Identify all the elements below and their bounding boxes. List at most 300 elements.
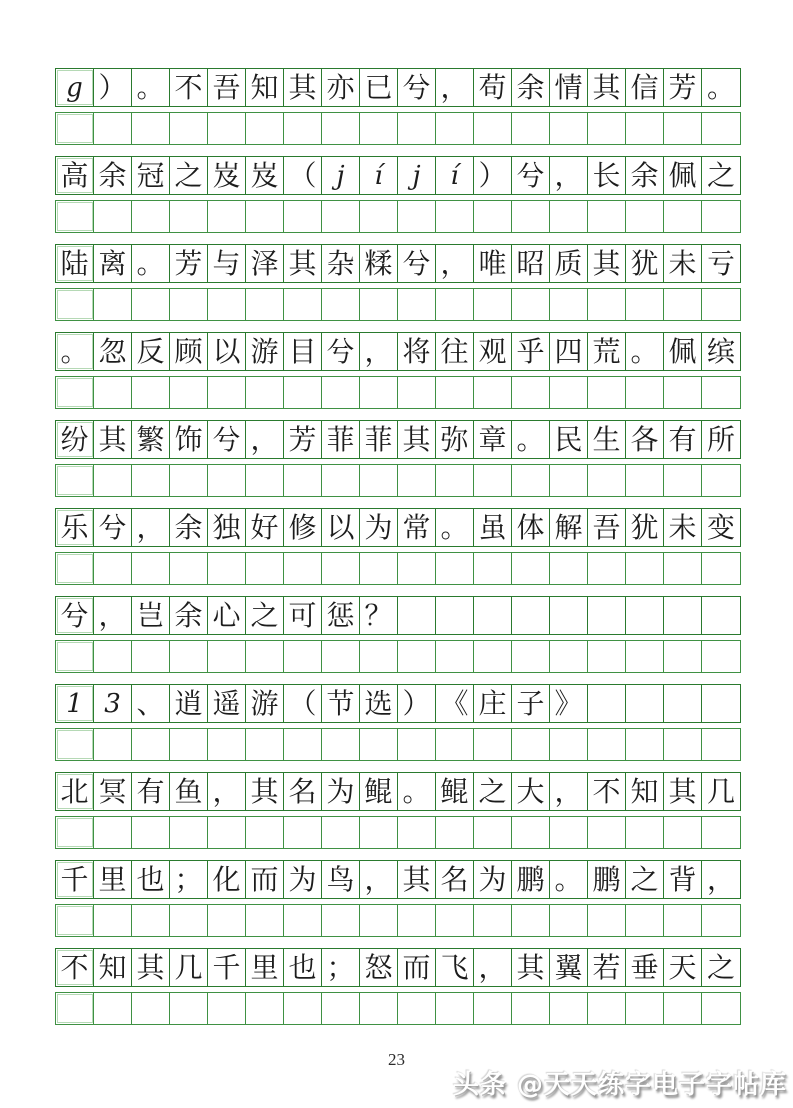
empty-cell	[360, 729, 398, 760]
character: 心	[212, 598, 241, 632]
empty-cell	[512, 641, 550, 672]
character: 唯	[478, 246, 507, 280]
grid-cell	[94, 157, 132, 194]
empty-cell	[94, 465, 132, 496]
character: 解	[554, 510, 583, 544]
empty-cell	[398, 817, 436, 848]
character: 冥	[98, 774, 127, 808]
grid-cell	[94, 949, 132, 986]
character: 。	[136, 70, 165, 104]
text-row	[55, 948, 741, 987]
empty-cell	[284, 553, 322, 584]
empty-cell	[702, 729, 740, 760]
character: 知	[250, 70, 279, 104]
character: 余	[98, 158, 127, 192]
character: 吾	[212, 70, 241, 104]
grid-cell	[170, 157, 208, 194]
empty-cell	[94, 289, 132, 320]
grid-cell	[170, 69, 208, 106]
character: 为	[288, 862, 317, 896]
grid-cell	[702, 685, 740, 722]
grid-cell	[170, 949, 208, 986]
grid-cell	[626, 245, 664, 282]
grid-cell	[398, 245, 436, 282]
grid-cell	[588, 157, 626, 194]
empty-cell	[322, 817, 360, 848]
grid-cell	[664, 157, 702, 194]
grid-cell	[322, 333, 360, 370]
character: 常	[402, 510, 431, 544]
grid-cell	[322, 245, 360, 282]
empty-practice-row	[55, 464, 741, 497]
character: 其	[288, 246, 317, 280]
empty-cell	[398, 553, 436, 584]
empty-cell	[170, 553, 208, 584]
character: 鸟	[326, 862, 355, 896]
character: 将	[402, 334, 431, 368]
character: 独	[212, 510, 241, 544]
grid-cell	[398, 685, 436, 722]
empty-cell	[474, 993, 512, 1024]
grid-cell	[360, 773, 398, 810]
empty-cell	[56, 993, 94, 1024]
grid-cell	[588, 333, 626, 370]
grid-cell	[132, 773, 170, 810]
grid-cell	[170, 685, 208, 722]
empty-cell	[436, 641, 474, 672]
grid-cell	[322, 421, 360, 458]
empty-cell	[474, 113, 512, 144]
empty-cell	[208, 905, 246, 936]
character: 有	[136, 774, 165, 808]
empty-cell	[626, 641, 664, 672]
grid-cell	[360, 333, 398, 370]
empty-cell	[170, 289, 208, 320]
grid-cell	[474, 421, 512, 458]
grid-cell	[360, 597, 398, 634]
grid-cell	[664, 949, 702, 986]
empty-cell	[474, 377, 512, 408]
grid-cell	[512, 509, 550, 546]
grid-cell	[170, 773, 208, 810]
empty-cell	[702, 905, 740, 936]
empty-cell	[360, 905, 398, 936]
empty-practice-row	[55, 112, 741, 145]
grid-cell	[702, 597, 740, 634]
character: í	[450, 160, 459, 191]
character: 鲲	[364, 774, 393, 808]
character: 知	[630, 774, 659, 808]
grid-cell	[512, 949, 550, 986]
grid-cell	[322, 509, 360, 546]
grid-cell	[512, 69, 550, 106]
character: 子	[516, 686, 545, 720]
grid-cell	[550, 861, 588, 898]
grid-cell	[512, 157, 550, 194]
character: 之	[630, 862, 659, 896]
empty-cell	[664, 641, 702, 672]
grid-cell	[284, 949, 322, 986]
grid-cell	[132, 421, 170, 458]
character: 庄	[478, 686, 507, 720]
character: 。	[554, 862, 583, 896]
grid-cell	[626, 685, 664, 722]
empty-cell	[626, 993, 664, 1024]
grid-cell	[702, 421, 740, 458]
grid-cell	[664, 597, 702, 634]
grid-cell	[512, 421, 550, 458]
grid-cell	[208, 861, 246, 898]
text-row	[55, 332, 741, 371]
grid-cell	[702, 861, 740, 898]
empty-cell	[322, 465, 360, 496]
empty-cell	[246, 993, 284, 1024]
grid-cell	[550, 245, 588, 282]
grid-cell	[664, 421, 702, 458]
grid-cell	[702, 69, 740, 106]
empty-cell	[588, 465, 626, 496]
character: 芳	[288, 422, 317, 456]
grid-cell	[360, 861, 398, 898]
character: 余	[174, 510, 203, 544]
empty-cell	[284, 817, 322, 848]
empty-cell	[436, 993, 474, 1024]
empty-cell	[132, 113, 170, 144]
empty-cell	[664, 729, 702, 760]
character: j	[336, 160, 345, 191]
character: 未	[668, 510, 697, 544]
grid-cell	[474, 861, 512, 898]
character: 化	[212, 862, 241, 896]
empty-cell	[702, 289, 740, 320]
character: 各	[630, 422, 659, 456]
grid-cell	[436, 685, 474, 722]
empty-cell	[246, 289, 284, 320]
grid-cell	[626, 157, 664, 194]
grid-cell	[208, 773, 246, 810]
grid-cell	[360, 69, 398, 106]
empty-cell	[588, 817, 626, 848]
grid-cell	[56, 69, 94, 106]
empty-cell	[702, 113, 740, 144]
character: 岌	[212, 158, 241, 192]
grid-cell	[588, 69, 626, 106]
empty-cell	[94, 201, 132, 232]
grid-cell	[322, 861, 360, 898]
character: 余	[516, 70, 545, 104]
character: 。	[706, 70, 735, 104]
character: 名	[440, 862, 469, 896]
empty-practice-row	[55, 640, 741, 673]
grid-cell	[208, 597, 246, 634]
grid-cell	[56, 509, 94, 546]
empty-practice-row	[55, 816, 741, 849]
character: ；	[326, 950, 355, 984]
grid-cell	[208, 333, 246, 370]
text-row	[55, 772, 741, 811]
character: 鲲	[440, 774, 469, 808]
empty-cell	[474, 465, 512, 496]
character: 好	[250, 510, 279, 544]
grid-cell	[284, 773, 322, 810]
empty-cell	[56, 905, 94, 936]
character: 佩	[668, 158, 697, 192]
grid-cell	[132, 157, 170, 194]
grid-cell	[436, 157, 474, 194]
character: 千	[212, 950, 241, 984]
grid-cell	[398, 861, 436, 898]
character: 离	[98, 246, 127, 280]
character: 亏	[706, 246, 735, 280]
character: 糅	[364, 246, 393, 280]
grid-cell	[702, 773, 740, 810]
character: ）	[402, 686, 431, 720]
character: 其	[288, 70, 317, 104]
character: 修	[288, 510, 317, 544]
character: 余	[630, 158, 659, 192]
grid-cell	[398, 333, 436, 370]
grid-cell	[246, 69, 284, 106]
empty-cell	[512, 289, 550, 320]
grid-cell	[170, 597, 208, 634]
grid-cell	[474, 773, 512, 810]
grid-cell	[170, 509, 208, 546]
character: í	[374, 160, 383, 191]
grid-cell	[132, 685, 170, 722]
grid-cell	[626, 509, 664, 546]
text-row	[55, 420, 741, 459]
empty-cell	[94, 641, 132, 672]
empty-cell	[322, 905, 360, 936]
empty-practice-row	[55, 288, 741, 321]
character: 昭	[516, 246, 545, 280]
character: 所	[706, 422, 735, 456]
grid-cell	[474, 509, 512, 546]
empty-cell	[436, 377, 474, 408]
empty-cell	[474, 201, 512, 232]
empty-cell	[246, 729, 284, 760]
grid-cell	[550, 69, 588, 106]
character: 章	[478, 422, 507, 456]
character: 观	[478, 334, 507, 368]
empty-cell	[474, 817, 512, 848]
empty-cell	[626, 905, 664, 936]
grid-cell	[132, 333, 170, 370]
character: 3	[104, 688, 121, 719]
empty-cell	[588, 641, 626, 672]
character: 。	[402, 774, 431, 808]
empty-cell	[208, 817, 246, 848]
grid-cell	[322, 157, 360, 194]
character: 1	[66, 688, 83, 719]
grid-cell	[284, 333, 322, 370]
character: 体	[516, 510, 545, 544]
grid-cell	[436, 949, 474, 986]
grid-cell	[132, 509, 170, 546]
empty-cell	[436, 817, 474, 848]
empty-cell	[626, 113, 664, 144]
grid-cell	[56, 597, 94, 634]
empty-cell	[702, 201, 740, 232]
empty-cell	[94, 993, 132, 1024]
grid-cell	[550, 773, 588, 810]
empty-cell	[436, 729, 474, 760]
grid-cell	[436, 597, 474, 634]
character: 菲	[326, 422, 355, 456]
grid-cell	[398, 773, 436, 810]
empty-cell	[664, 465, 702, 496]
empty-cell	[170, 113, 208, 144]
character: 弥	[440, 422, 469, 456]
grid-cell	[170, 861, 208, 898]
character: 。	[440, 510, 469, 544]
grid-cell	[550, 949, 588, 986]
grid-cell	[94, 245, 132, 282]
character: 之	[478, 774, 507, 808]
empty-cell	[208, 113, 246, 144]
grid-cell	[132, 949, 170, 986]
empty-cell	[208, 465, 246, 496]
grid-cell	[94, 509, 132, 546]
empty-cell	[132, 465, 170, 496]
character: 余	[174, 598, 203, 632]
grid-cell	[626, 333, 664, 370]
character: 四	[554, 334, 583, 368]
character: 不	[60, 950, 89, 984]
empty-cell	[398, 377, 436, 408]
empty-cell	[322, 113, 360, 144]
empty-cell	[170, 729, 208, 760]
grid-cell	[94, 861, 132, 898]
empty-cell	[588, 993, 626, 1024]
grid-cell	[360, 245, 398, 282]
empty-cell	[512, 377, 550, 408]
grid-cell	[132, 597, 170, 634]
grid-cell	[208, 421, 246, 458]
character: 冠	[136, 158, 165, 192]
grid-cell	[360, 421, 398, 458]
empty-cell	[132, 641, 170, 672]
empty-cell	[626, 465, 664, 496]
grid-cell	[56, 421, 94, 458]
character: 缤	[706, 334, 735, 368]
grid-cell	[94, 597, 132, 634]
character: 遥	[212, 686, 241, 720]
empty-cell	[246, 905, 284, 936]
character: 未	[668, 246, 697, 280]
empty-cell	[398, 905, 436, 936]
empty-practice-row	[55, 904, 741, 937]
text-row	[55, 156, 741, 195]
character: 兮	[402, 246, 431, 280]
empty-cell	[170, 377, 208, 408]
empty-cell	[436, 201, 474, 232]
empty-cell	[398, 201, 436, 232]
grid-cell	[322, 773, 360, 810]
grid-cell	[398, 421, 436, 458]
text-row	[55, 860, 741, 899]
character: 兮	[60, 598, 89, 632]
grid-cell	[702, 157, 740, 194]
empty-cell	[132, 993, 170, 1024]
character: 游	[250, 334, 279, 368]
empty-cell	[398, 465, 436, 496]
empty-cell	[398, 993, 436, 1024]
empty-cell	[360, 553, 398, 584]
character: 有	[668, 422, 697, 456]
character: 北	[60, 774, 89, 808]
character: ，	[554, 774, 583, 808]
empty-cell	[94, 553, 132, 584]
grid-cell	[398, 949, 436, 986]
empty-cell	[284, 113, 322, 144]
grid-cell	[208, 69, 246, 106]
empty-cell	[664, 993, 702, 1024]
empty-practice-row	[55, 992, 741, 1025]
empty-cell	[398, 113, 436, 144]
empty-cell	[664, 905, 702, 936]
empty-practice-row	[55, 200, 741, 233]
empty-cell	[588, 905, 626, 936]
grid-cell	[360, 949, 398, 986]
grid-cell	[208, 245, 246, 282]
empty-cell	[588, 201, 626, 232]
empty-cell	[56, 113, 94, 144]
grid-cell	[284, 69, 322, 106]
empty-cell	[626, 729, 664, 760]
character: 为	[326, 774, 355, 808]
empty-cell	[94, 113, 132, 144]
grid-cell	[512, 333, 550, 370]
empty-cell	[132, 729, 170, 760]
empty-cell	[702, 465, 740, 496]
empty-cell	[170, 641, 208, 672]
empty-cell	[550, 817, 588, 848]
grid-cell	[626, 69, 664, 106]
empty-cell	[94, 377, 132, 408]
grid-cell	[56, 949, 94, 986]
character: 兮	[212, 422, 241, 456]
grid-cell	[398, 597, 436, 634]
empty-cell	[664, 377, 702, 408]
character: 已	[364, 70, 393, 104]
empty-cell	[170, 905, 208, 936]
grid-cell	[588, 773, 626, 810]
character: 忽	[98, 334, 127, 368]
character: （	[288, 686, 317, 720]
empty-cell	[56, 377, 94, 408]
grid-cell	[702, 509, 740, 546]
empty-cell	[208, 377, 246, 408]
character: 鱼	[174, 774, 203, 808]
empty-cell	[322, 377, 360, 408]
character: 里	[250, 950, 279, 984]
character: 。	[516, 422, 545, 456]
grid-cell	[664, 773, 702, 810]
grid-cell	[588, 685, 626, 722]
empty-cell	[284, 641, 322, 672]
grid-cell	[588, 597, 626, 634]
empty-cell	[132, 289, 170, 320]
grid-area	[55, 68, 741, 1036]
empty-cell	[436, 553, 474, 584]
character: 也	[288, 950, 317, 984]
empty-cell	[132, 201, 170, 232]
grid-cell	[56, 333, 94, 370]
character: 信	[630, 70, 659, 104]
grid-cell	[56, 157, 94, 194]
character: 乎	[516, 334, 545, 368]
